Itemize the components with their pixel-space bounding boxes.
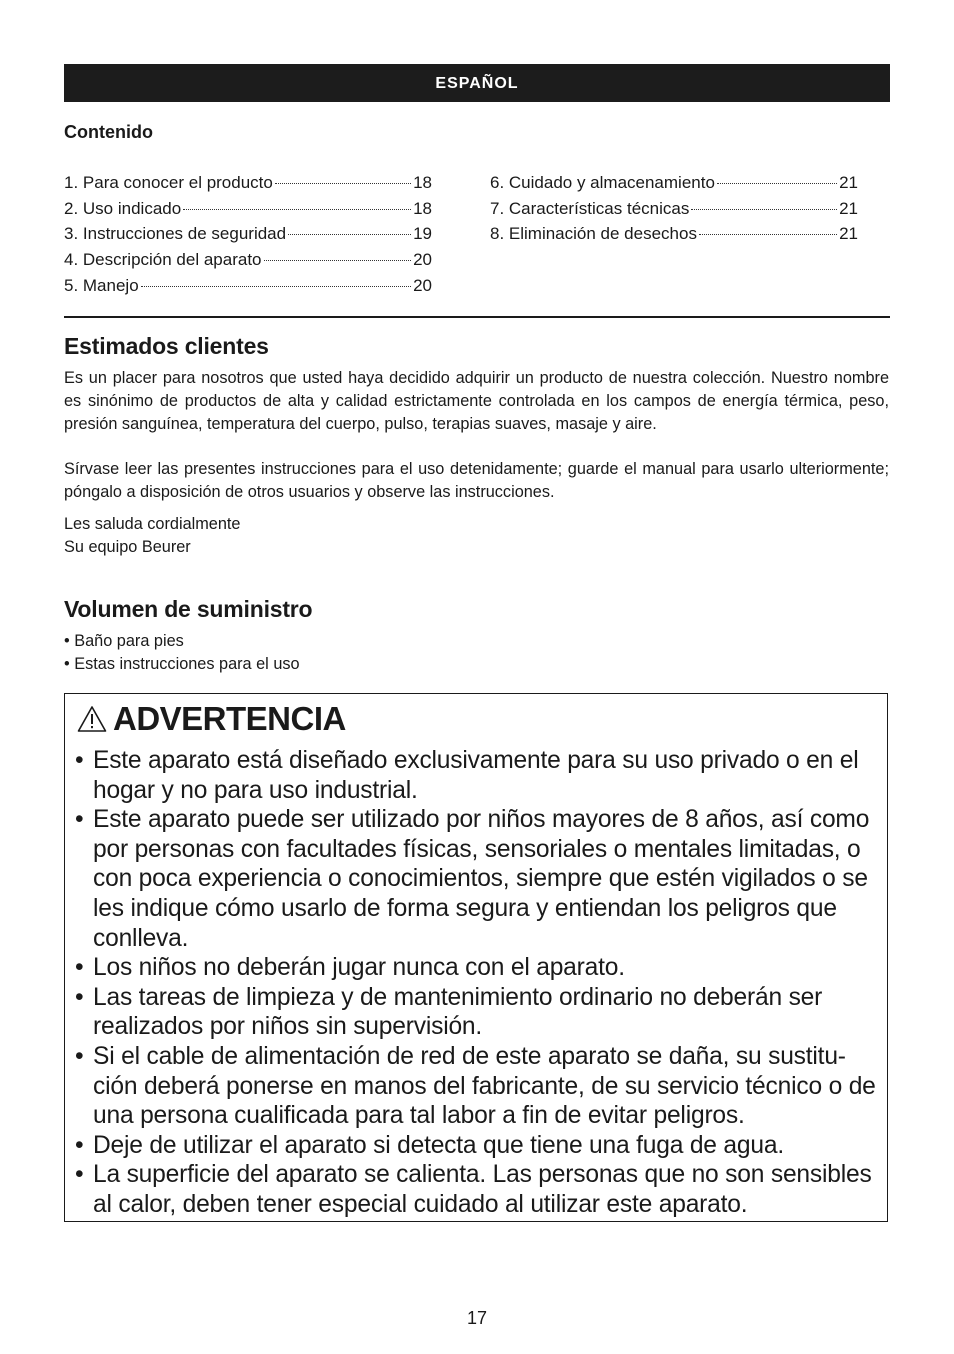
toc-label: 6. Cuidado y almacenamiento	[490, 173, 715, 192]
toc-left-column	[64, 170, 432, 298]
warning-item: • Deje de utilizar el aparato si detecta que tiene una fuga de agua.	[73, 1131, 885, 1161]
warning-title	[77, 700, 346, 738]
toc-label: 8. Eliminación de desechos	[490, 224, 697, 244]
toc-leader	[717, 183, 837, 184]
customers-paragraph-2: Sírvase leer las presentes instrucciones para el uso detenidamente; guarde el manual para usarlo ulteriormente; póngalo a disposición de otros usuarios y observe las instrucciones.	[64, 460, 889, 501]
toc-item[interactable]	[490, 196, 858, 222]
toc-item[interactable]	[64, 221, 432, 247]
toc-item[interactable]	[490, 170, 858, 196]
warning-item: • Las tareas de limpieza y de mantenimiento ordinario no deberán ser realizados por niños sin supervisión.	[73, 983, 885, 1042]
toc-leader	[264, 260, 412, 261]
section-divider	[64, 316, 890, 318]
toc-item[interactable]	[64, 273, 432, 299]
toc-page: 21	[839, 173, 858, 192]
toc-leader	[691, 209, 837, 210]
toc-page: 20	[413, 250, 432, 270]
toc-label: 7. Características técnicas	[490, 198, 690, 218]
toc-page: 18	[413, 173, 432, 192]
warning-list	[73, 746, 885, 1220]
toc-label: 5. Manejo	[64, 275, 139, 295]
toc-item[interactable]	[490, 221, 858, 247]
toc-label: 2. Uso indicado	[64, 198, 182, 218]
customers-heading: Estimados clientes	[64, 333, 269, 359]
toc-leader	[288, 234, 411, 235]
toc-leader	[141, 286, 411, 287]
warning-item: • Este aparato está diseñado exclusivamente para su uso privado o en el hogar y no para uso industrial.	[73, 746, 885, 805]
list-item: • Baño para pies	[64, 630, 300, 653]
greeting-line-1: Les saluda cordialmente	[64, 515, 241, 533]
toc-page: 21	[839, 198, 858, 218]
toc-item[interactable]	[64, 247, 432, 273]
toc-page: 20	[413, 275, 432, 295]
supply-heading: Volumen de suministro	[64, 596, 313, 622]
toc-page: 18	[413, 198, 432, 218]
warning-item: • Los niños no deberán jugar nunca con el aparato.	[73, 953, 885, 983]
toc-leader	[275, 183, 411, 184]
toc-label: 3. Instrucciones de seguridad	[64, 224, 287, 244]
warning-item: • La superficie del aparato se calienta. Las personas que no son sensibles al calor, deben tener especial cuidado al utilizar este aparato.	[73, 1160, 885, 1219]
supply-list	[64, 630, 300, 676]
toc-label: 1. Para conocer el producto	[64, 173, 273, 192]
warning-item: • Este aparato puede ser utilizado por niños mayores de 8 años, así como por personas con facultades físicas, sensoriales o mentales limitadas, o con poca experiencia o conocimientos, siempre que estén vigilados o se les indique cómo usarlo de forma segura y entiendan los peligros que conlleva.	[73, 805, 885, 953]
warning-triangle-icon	[77, 705, 107, 733]
contents-title: Contenido	[64, 122, 153, 142]
toc-right-column	[490, 170, 858, 247]
toc-page: 21	[839, 224, 858, 244]
warning-item: • Si el cable de alimentación de red de este aparato se daña, su sustitu-ción deberá ponerse en manos del fabricante, de su servicio técnico o de una persona cualificada para tal labor a fin de evitar peligros.	[73, 1042, 885, 1131]
toc-label: 4. Descripción del aparato	[64, 250, 262, 270]
toc-page: 19	[413, 224, 432, 244]
page-number: 17	[466, 1308, 488, 1328]
greeting-line-2: Su equipo Beurer	[64, 538, 191, 556]
toc-item[interactable]	[64, 170, 432, 196]
toc-leader	[183, 209, 411, 210]
list-item: • Estas instrucciones para el uso	[64, 653, 300, 676]
toc-item[interactable]	[64, 196, 432, 222]
toc-leader	[699, 234, 837, 235]
warning-box	[64, 693, 888, 1222]
warning-title-text: ADVERTENCIA	[113, 700, 346, 737]
customers-paragraph-1: Es un placer para nosotros que usted haya decidido adquirir un producto de nuestra colección. Nuestro nombre es sinónimo de productos de alta y calidad estrictamente controlada en los campos de energía térmica, peso, presión sanguínea, temperatura del cuerpo, pulso, terapias suaves, masaje y aire.	[64, 369, 889, 433]
language-header: ESPAÑOL	[64, 64, 890, 102]
